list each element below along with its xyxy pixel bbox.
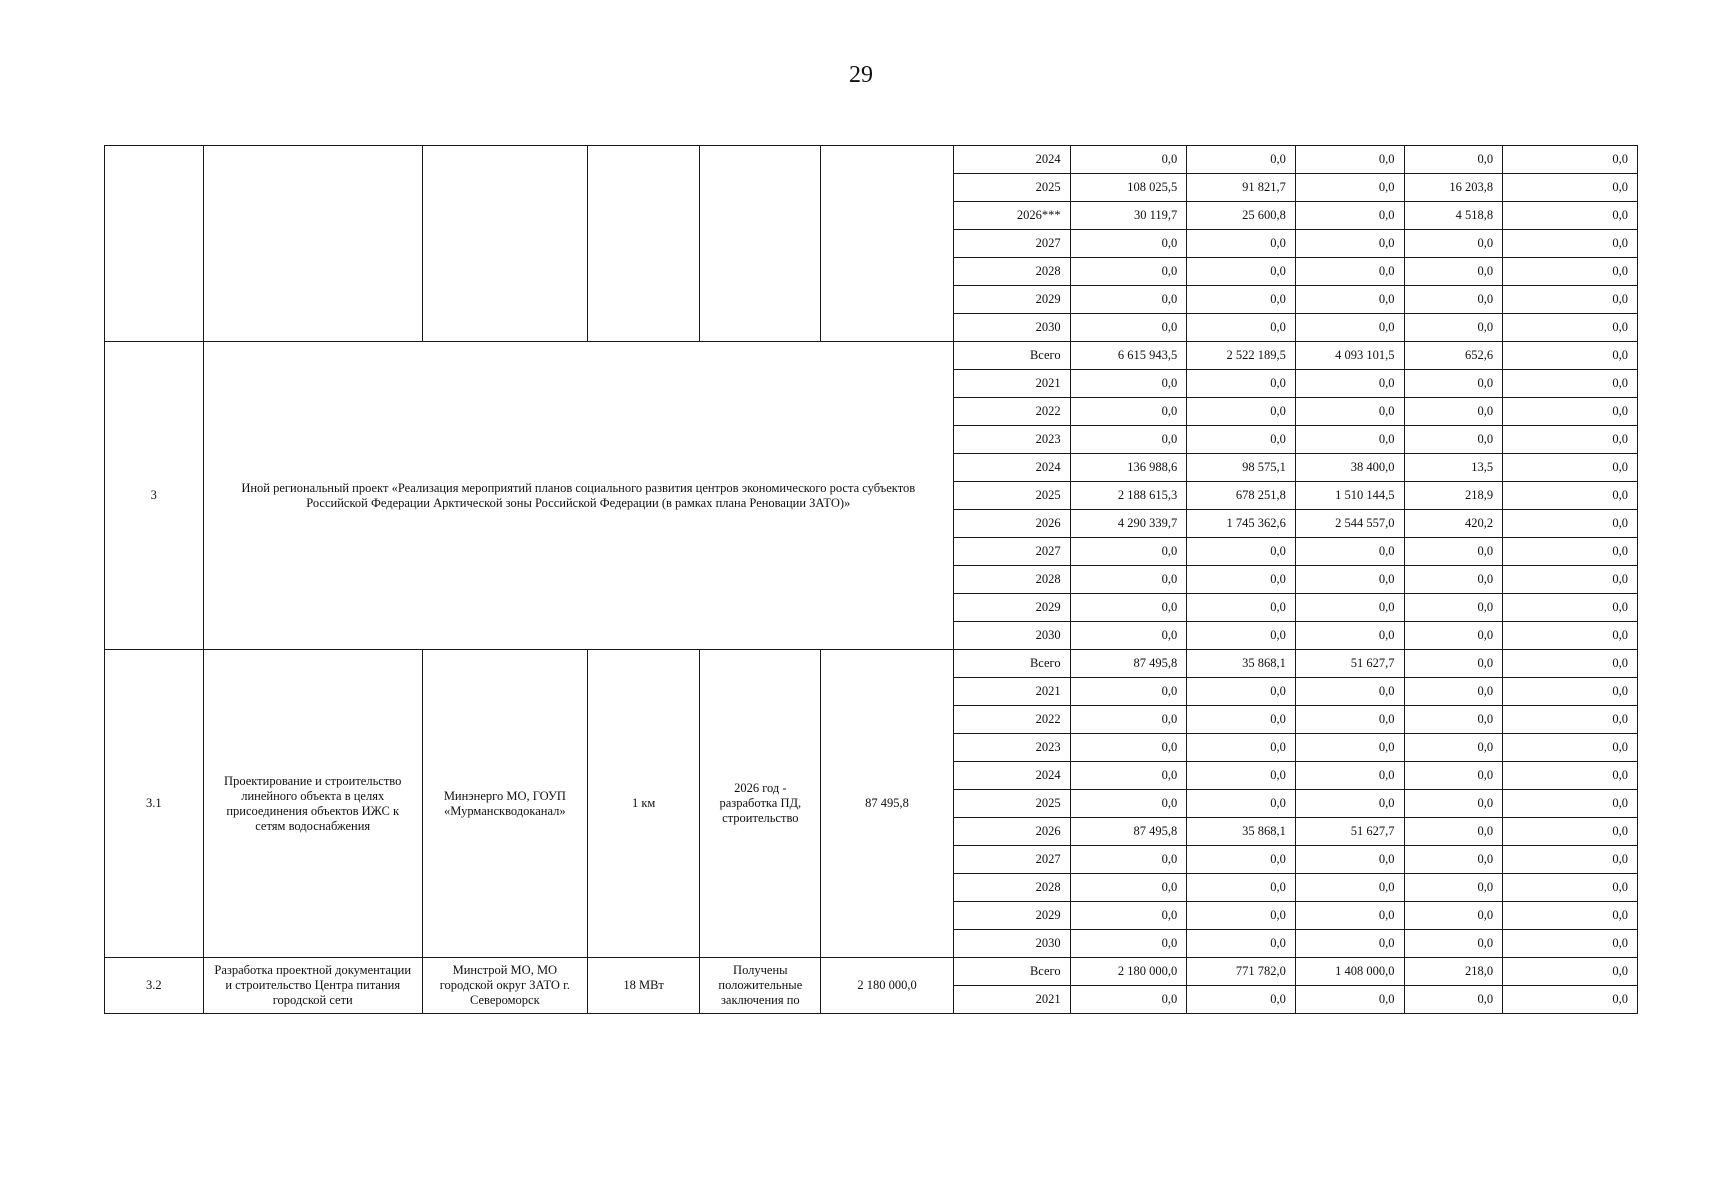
empty-merged-cell xyxy=(422,146,587,342)
empty-merged-cell xyxy=(587,146,700,342)
other-sources-cell: 0,0 xyxy=(1503,426,1638,454)
other-sources-cell: 0,0 xyxy=(1503,846,1638,874)
total-cell: 4 290 339,7 xyxy=(1070,510,1187,538)
other-sources-cell: 0,0 xyxy=(1503,734,1638,762)
federal-budget-cell: 771 782,0 xyxy=(1187,958,1296,986)
total-cell: 0,0 xyxy=(1070,538,1187,566)
local-budget-cell: 0,0 xyxy=(1404,398,1503,426)
year-cell: 2024 xyxy=(953,454,1070,482)
federal-budget-cell: 0,0 xyxy=(1187,566,1296,594)
other-sources-cell: 0,0 xyxy=(1503,706,1638,734)
federal-budget-cell: 91 821,7 xyxy=(1187,174,1296,202)
year-cell: 2028 xyxy=(953,258,1070,286)
local-budget-cell: 0,0 xyxy=(1404,818,1503,846)
other-sources-cell: 0,0 xyxy=(1503,454,1638,482)
total-cell: 87 495,8 xyxy=(1070,818,1187,846)
total-cell: 0,0 xyxy=(1070,874,1187,902)
regional-budget-cell: 0,0 xyxy=(1295,678,1404,706)
federal-budget-cell: 0,0 xyxy=(1187,678,1296,706)
year-cell: 2027 xyxy=(953,846,1070,874)
other-sources-cell: 0,0 xyxy=(1503,398,1638,426)
federal-budget-cell: 0,0 xyxy=(1187,762,1296,790)
regional-budget-cell: 0,0 xyxy=(1295,286,1404,314)
year-cell: 2029 xyxy=(953,286,1070,314)
table-row xyxy=(105,958,1638,986)
regional-budget-cell: 0,0 xyxy=(1295,230,1404,258)
other-sources-cell: 0,0 xyxy=(1503,258,1638,286)
total-cell: 0,0 xyxy=(1070,426,1187,454)
regional-budget-cell: 0,0 xyxy=(1295,622,1404,650)
row-number: 3.2 xyxy=(105,958,204,1014)
regional-budget-cell: 0,0 xyxy=(1295,762,1404,790)
other-sources-cell: 0,0 xyxy=(1503,818,1638,846)
other-sources-cell: 0,0 xyxy=(1503,902,1638,930)
regional-budget-cell: 1 510 144,5 xyxy=(1295,482,1404,510)
other-sources-cell: 0,0 xyxy=(1503,566,1638,594)
year-cell: 2025 xyxy=(953,482,1070,510)
empty-merged-cell xyxy=(821,146,954,342)
other-sources-cell: 0,0 xyxy=(1503,930,1638,958)
other-sources-cell: 0,0 xyxy=(1503,146,1638,174)
year-cell: 2028 xyxy=(953,566,1070,594)
financing-table xyxy=(104,145,1638,1014)
federal-budget-cell: 0,0 xyxy=(1187,594,1296,622)
federal-budget-cell: 0,0 xyxy=(1187,734,1296,762)
local-budget-cell: 0,0 xyxy=(1404,986,1503,1014)
regional-budget-cell: 0,0 xyxy=(1295,398,1404,426)
federal-budget-cell: 0,0 xyxy=(1187,286,1296,314)
local-budget-cell: 0,0 xyxy=(1404,678,1503,706)
total-cell: 0,0 xyxy=(1070,734,1187,762)
year-cell: 2021 xyxy=(953,678,1070,706)
federal-budget-cell: 35 868,1 xyxy=(1187,818,1296,846)
federal-budget-cell: 98 575,1 xyxy=(1187,454,1296,482)
local-budget-cell: 0,0 xyxy=(1404,146,1503,174)
project-title: Иной региональный проект «Реализация мероприятий планов социального развития центров экономического роста субъектов Российской Федерации Арктической зоны Российской Федерации (в рамках плана Реновации ЗАТО)» xyxy=(203,342,953,650)
federal-budget-cell: 0,0 xyxy=(1187,930,1296,958)
total-cell: 0,0 xyxy=(1070,146,1187,174)
other-sources-cell: 0,0 xyxy=(1503,342,1638,370)
local-budget-cell: 0,0 xyxy=(1404,622,1503,650)
deadline: 2026 год - разработка ПД, строительство xyxy=(700,650,821,958)
local-budget-cell: 0,0 xyxy=(1404,426,1503,454)
total-cell: 2 188 615,3 xyxy=(1070,482,1187,510)
regional-budget-cell: 0,0 xyxy=(1295,566,1404,594)
event-name: Разработка проектной документации и строительство Центра питания городской сети xyxy=(203,958,422,1014)
federal-budget-cell: 0,0 xyxy=(1187,846,1296,874)
regional-budget-cell: 0,0 xyxy=(1295,706,1404,734)
other-sources-cell: 0,0 xyxy=(1503,958,1638,986)
regional-budget-cell: 4 093 101,5 xyxy=(1295,342,1404,370)
year-cell: Всего xyxy=(953,958,1070,986)
regional-budget-cell: 0,0 xyxy=(1295,790,1404,818)
year-cell: 2030 xyxy=(953,314,1070,342)
regional-budget-cell: 0,0 xyxy=(1295,902,1404,930)
regional-budget-cell: 51 627,7 xyxy=(1295,650,1404,678)
year-cell: 2026 xyxy=(953,510,1070,538)
year-cell: 2025 xyxy=(953,790,1070,818)
total-cell: 87 495,8 xyxy=(1070,650,1187,678)
other-sources-cell: 0,0 xyxy=(1503,370,1638,398)
federal-budget-cell: 0,0 xyxy=(1187,902,1296,930)
federal-budget-cell: 0,0 xyxy=(1187,398,1296,426)
local-budget-cell: 0,0 xyxy=(1404,706,1503,734)
regional-budget-cell: 0,0 xyxy=(1295,986,1404,1014)
table-row xyxy=(105,650,1638,678)
regional-budget-cell: 38 400,0 xyxy=(1295,454,1404,482)
empty-merged-cell xyxy=(700,146,821,342)
year-cell: 2029 xyxy=(953,902,1070,930)
other-sources-cell: 0,0 xyxy=(1503,594,1638,622)
other-sources-cell: 0,0 xyxy=(1503,678,1638,706)
local-budget-cell: 218,9 xyxy=(1404,482,1503,510)
regional-budget-cell: 0,0 xyxy=(1295,314,1404,342)
local-budget-cell: 13,5 xyxy=(1404,454,1503,482)
table-row xyxy=(105,146,1638,174)
local-budget-cell: 218,0 xyxy=(1404,958,1503,986)
year-cell: 2023 xyxy=(953,734,1070,762)
total-cell: 0,0 xyxy=(1070,566,1187,594)
total-cell: 108 025,5 xyxy=(1070,174,1187,202)
regional-budget-cell: 0,0 xyxy=(1295,370,1404,398)
total-cell: 2 180 000,0 xyxy=(1070,958,1187,986)
other-sources-cell: 0,0 xyxy=(1503,230,1638,258)
year-cell: 2024 xyxy=(953,762,1070,790)
year-cell: 2022 xyxy=(953,706,1070,734)
event-name: Проектирование и строительство линейного объекта в целях присоединения объектов ИЖС к сетям водоснабжения xyxy=(203,650,422,958)
other-sources-cell: 0,0 xyxy=(1503,314,1638,342)
other-sources-cell: 0,0 xyxy=(1503,202,1638,230)
year-cell: Всего xyxy=(953,342,1070,370)
local-budget-cell: 0,0 xyxy=(1404,258,1503,286)
total-cell: 6 615 943,5 xyxy=(1070,342,1187,370)
other-sources-cell: 0,0 xyxy=(1503,650,1638,678)
year-cell: 2026*** xyxy=(953,202,1070,230)
local-budget-cell: 0,0 xyxy=(1404,762,1503,790)
federal-budget-cell: 0,0 xyxy=(1187,258,1296,286)
federal-budget-cell: 0,0 xyxy=(1187,370,1296,398)
regional-budget-cell: 0,0 xyxy=(1295,174,1404,202)
year-cell: 2029 xyxy=(953,594,1070,622)
federal-budget-cell: 0,0 xyxy=(1187,874,1296,902)
year-cell: 2030 xyxy=(953,930,1070,958)
year-cell: 2023 xyxy=(953,426,1070,454)
row-number: 3.1 xyxy=(105,650,204,958)
year-cell: 2027 xyxy=(953,538,1070,566)
federal-budget-cell: 0,0 xyxy=(1187,538,1296,566)
federal-budget-cell: 0,0 xyxy=(1187,986,1296,1014)
total-cell: 0,0 xyxy=(1070,986,1187,1014)
local-budget-cell: 0,0 xyxy=(1404,930,1503,958)
total-cell: 0,0 xyxy=(1070,258,1187,286)
federal-budget-cell: 0,0 xyxy=(1187,146,1296,174)
executor: Минэнерго МО, ГОУП «Мурманскводоканал» xyxy=(422,650,587,958)
other-sources-cell: 0,0 xyxy=(1503,510,1638,538)
regional-budget-cell: 0,0 xyxy=(1295,258,1404,286)
total-cell: 0,0 xyxy=(1070,846,1187,874)
federal-budget-cell: 678 251,8 xyxy=(1187,482,1296,510)
total-cell: 0,0 xyxy=(1070,398,1187,426)
local-budget-cell: 0,0 xyxy=(1404,902,1503,930)
total-cell: 136 988,6 xyxy=(1070,454,1187,482)
total-cell: 30 119,7 xyxy=(1070,202,1187,230)
total-cell: 0,0 xyxy=(1070,790,1187,818)
year-cell: 2030 xyxy=(953,622,1070,650)
estimated-cost: 2 180 000,0 xyxy=(821,958,954,1014)
year-cell: 2021 xyxy=(953,370,1070,398)
total-cell: 0,0 xyxy=(1070,622,1187,650)
total-cell: 0,0 xyxy=(1070,594,1187,622)
regional-budget-cell: 0,0 xyxy=(1295,146,1404,174)
other-sources-cell: 0,0 xyxy=(1503,482,1638,510)
local-budget-cell: 652,6 xyxy=(1404,342,1503,370)
year-cell: 2026 xyxy=(953,818,1070,846)
federal-budget-cell: 2 522 189,5 xyxy=(1187,342,1296,370)
year-cell: 2027 xyxy=(953,230,1070,258)
total-cell: 0,0 xyxy=(1070,706,1187,734)
local-budget-cell: 0,0 xyxy=(1404,230,1503,258)
total-cell: 0,0 xyxy=(1070,314,1187,342)
regional-budget-cell: 2 544 557,0 xyxy=(1295,510,1404,538)
local-budget-cell: 0,0 xyxy=(1404,594,1503,622)
year-cell: 2021 xyxy=(953,986,1070,1014)
total-cell: 0,0 xyxy=(1070,370,1187,398)
capacity: 18 МВт xyxy=(587,958,700,1014)
federal-budget-cell: 35 868,1 xyxy=(1187,650,1296,678)
regional-budget-cell: 0,0 xyxy=(1295,846,1404,874)
other-sources-cell: 0,0 xyxy=(1503,790,1638,818)
other-sources-cell: 0,0 xyxy=(1503,874,1638,902)
total-cell: 0,0 xyxy=(1070,286,1187,314)
federal-budget-cell: 0,0 xyxy=(1187,230,1296,258)
total-cell: 0,0 xyxy=(1070,762,1187,790)
table-row xyxy=(105,342,1638,370)
regional-budget-cell: 51 627,7 xyxy=(1295,818,1404,846)
regional-budget-cell: 0,0 xyxy=(1295,538,1404,566)
local-budget-cell: 0,0 xyxy=(1404,538,1503,566)
local-budget-cell: 0,0 xyxy=(1404,650,1503,678)
regional-budget-cell: 0,0 xyxy=(1295,426,1404,454)
regional-budget-cell: 0,0 xyxy=(1295,930,1404,958)
total-cell: 0,0 xyxy=(1070,678,1187,706)
estimated-cost: 87 495,8 xyxy=(821,650,954,958)
regional-budget-cell: 0,0 xyxy=(1295,594,1404,622)
other-sources-cell: 0,0 xyxy=(1503,538,1638,566)
row-number: 3 xyxy=(105,342,204,650)
deadline: Получены положительные заключения по xyxy=(700,958,821,1014)
regional-budget-cell: 0,0 xyxy=(1295,202,1404,230)
total-cell: 0,0 xyxy=(1070,230,1187,258)
federal-budget-cell: 25 600,8 xyxy=(1187,202,1296,230)
year-cell: 2022 xyxy=(953,398,1070,426)
capacity: 1 км xyxy=(587,650,700,958)
local-budget-cell: 0,0 xyxy=(1404,314,1503,342)
total-cell: 0,0 xyxy=(1070,902,1187,930)
page-number: 29 xyxy=(849,62,873,88)
year-cell: Всего xyxy=(953,650,1070,678)
federal-budget-cell: 0,0 xyxy=(1187,622,1296,650)
executor: Минстрой МО, МО городской округ ЗАТО г. Североморск xyxy=(422,958,587,1014)
local-budget-cell: 4 518,8 xyxy=(1404,202,1503,230)
federal-budget-cell: 0,0 xyxy=(1187,426,1296,454)
federal-budget-cell: 0,0 xyxy=(1187,706,1296,734)
other-sources-cell: 0,0 xyxy=(1503,762,1638,790)
empty-merged-cell xyxy=(105,146,204,342)
regional-budget-cell: 0,0 xyxy=(1295,734,1404,762)
total-cell: 0,0 xyxy=(1070,930,1187,958)
empty-merged-cell xyxy=(203,146,422,342)
regional-budget-cell: 0,0 xyxy=(1295,874,1404,902)
local-budget-cell: 0,0 xyxy=(1404,566,1503,594)
federal-budget-cell: 0,0 xyxy=(1187,314,1296,342)
local-budget-cell: 0,0 xyxy=(1404,734,1503,762)
year-cell: 2025 xyxy=(953,174,1070,202)
regional-budget-cell: 1 408 000,0 xyxy=(1295,958,1404,986)
local-budget-cell: 0,0 xyxy=(1404,790,1503,818)
local-budget-cell: 0,0 xyxy=(1404,846,1503,874)
local-budget-cell: 420,2 xyxy=(1404,510,1503,538)
other-sources-cell: 0,0 xyxy=(1503,286,1638,314)
other-sources-cell: 0,0 xyxy=(1503,622,1638,650)
local-budget-cell: 0,0 xyxy=(1404,370,1503,398)
year-cell: 2024 xyxy=(953,146,1070,174)
local-budget-cell: 16 203,8 xyxy=(1404,174,1503,202)
federal-budget-cell: 1 745 362,6 xyxy=(1187,510,1296,538)
year-cell: 2028 xyxy=(953,874,1070,902)
local-budget-cell: 0,0 xyxy=(1404,874,1503,902)
local-budget-cell: 0,0 xyxy=(1404,286,1503,314)
federal-budget-cell: 0,0 xyxy=(1187,790,1296,818)
other-sources-cell: 0,0 xyxy=(1503,986,1638,1014)
other-sources-cell: 0,0 xyxy=(1503,174,1638,202)
